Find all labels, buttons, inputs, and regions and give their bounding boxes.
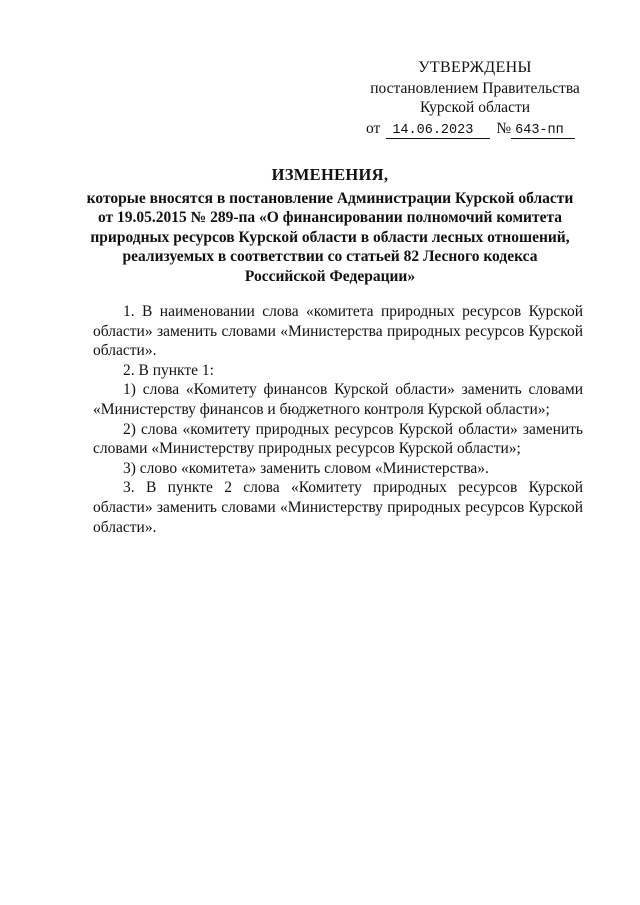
date-prefix: от: [366, 120, 381, 137]
body-paragraph: 3. В пункте 2 слова «Комитету природных ресурсов Курской области» заменить словами «Министерству природных ресурсов Курской области».: [93, 479, 583, 536]
document-heading: [80, 165, 580, 286]
body-paragraph: 1) слова «Комитету финансов Курской области» заменить словами «Министерству финансов и бюджетного контроля Курской области»;: [93, 381, 583, 418]
approval-line-2: Курской области: [419, 99, 531, 116]
heading-line: природных ресурсов Курской области в области лесных отношений,: [90, 228, 570, 246]
heading-title: ИЗМЕНЕНИЯ,: [271, 165, 389, 184]
heading-line: которые вносятся в постановление Администрации Курской области: [86, 189, 574, 207]
heading-line: реализуемых в соответствии со статьей 82 Лесного кодекса: [122, 248, 538, 265]
approval-date: 14.06.2023: [386, 123, 490, 139]
approval-number: 643-пп: [511, 123, 575, 139]
approval-line-1: постановлением Правительства: [370, 80, 580, 97]
body-paragraph: 1. В наименовании слова «комитета природных ресурсов Курской области» заменить словами «Министерства природных ресурсов Курской области».: [93, 303, 583, 360]
approval-block: [360, 58, 590, 139]
number-prefix: №: [496, 120, 512, 137]
body-paragraph: 3) слово «комитета» заменить словом «Министерства».: [123, 459, 489, 477]
approval-title: УТВЕРЖДЕНЫ: [418, 59, 532, 76]
approval-date-row: [360, 119, 590, 139]
document-body: [93, 302, 583, 537]
heading-line: Российской Федерации»: [244, 267, 416, 285]
body-paragraph: 2) слова «комитету природных ресурсов Курской области» заменить словами «Министерству природных ресурсов Курской области»;: [93, 420, 583, 458]
heading-line: от 19.05.2015 № 289-па «О финансировании полномочий комитета: [97, 209, 563, 226]
body-paragraph: 2. В пункте 1:: [123, 361, 214, 379]
